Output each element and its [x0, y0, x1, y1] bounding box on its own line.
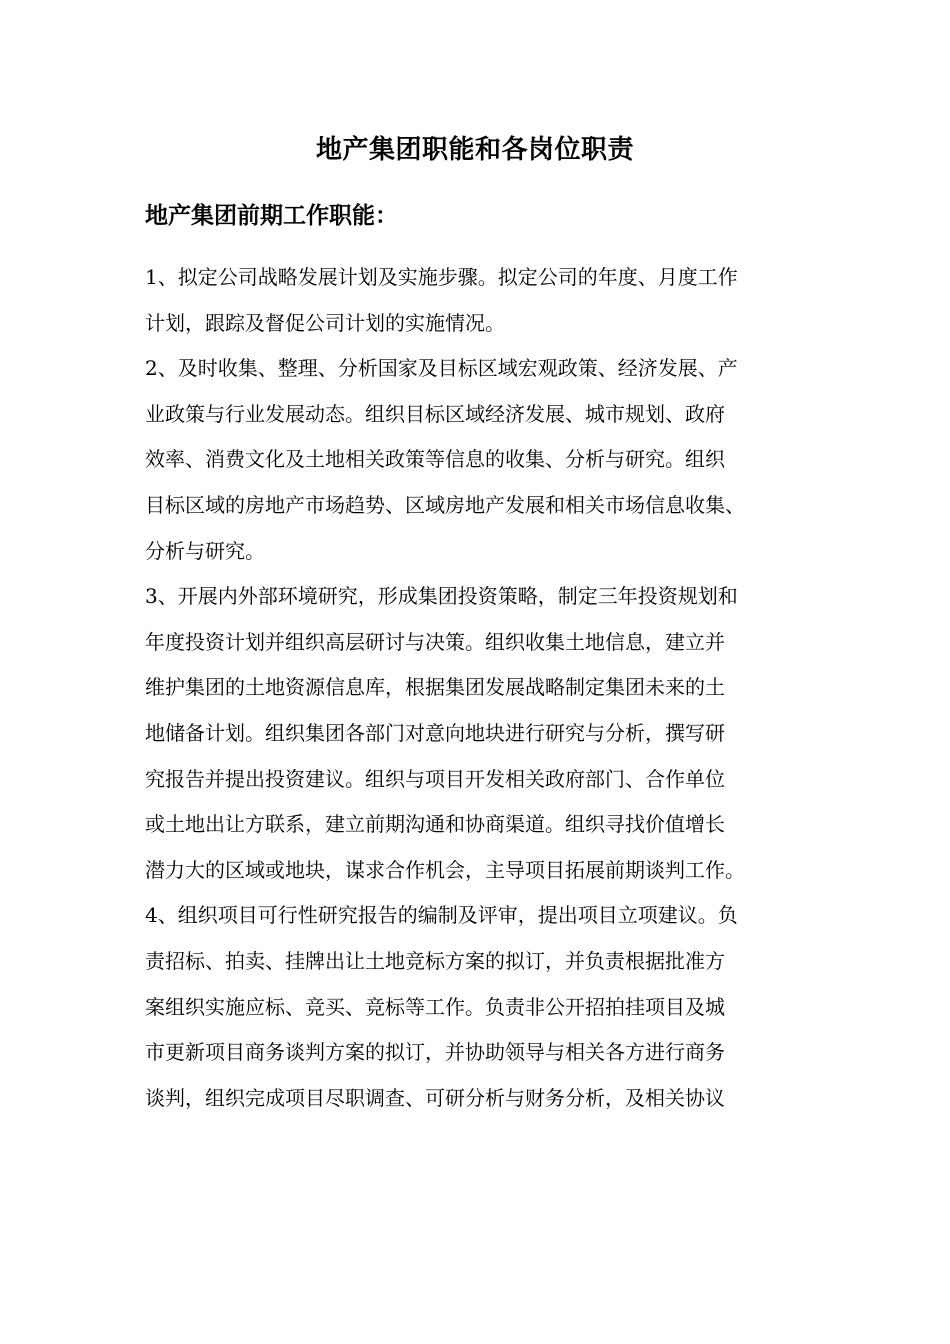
text-line: 地储备计划。组织集团各部门对意向地块进行研究与分析，撰写研: [145, 720, 725, 745]
text-line: 2、及时收集、整理、分析国家及目标区域宏观政策、经济发展、产: [145, 356, 738, 381]
text-line: 4、组织项目可行性研究报告的编制及评审，提出项目立项建议。负: [145, 903, 738, 928]
text-line: 责招标、拍卖、挂牌出让土地竞标方案的拟订，并负责根据批准方: [145, 948, 725, 973]
text-line: 3、开展内外部环境研究，形成集团投资策略，制定三年投资规划和: [145, 584, 738, 609]
text-line: 年度投资计划并组织高层研讨与决策。组织收集土地信息，建立并: [145, 629, 725, 654]
text-line: 市更新项目商务谈判方案的拟订，并协助领导与相关各方进行商务: [145, 1040, 725, 1065]
text-line: 计划，跟踪及督促公司计划的实施情况。: [145, 310, 505, 335]
document-body: [145, 255, 805, 1121]
text-line: 目标区域的房地产市场趋势、区域房地产发展和相关市场信息收集、: [145, 492, 745, 517]
text-line: 或土地出让方联系，建立前期沟通和协商渠道。组织寻找价值增长: [145, 812, 725, 837]
text-line: 业政策与行业发展动态。组织目标区域经济发展、城市规划、政府: [145, 401, 725, 426]
text-line: 案组织实施应标、竞买、竞标等工作。负责非公开招拍挂项目及城: [145, 994, 725, 1019]
section-heading: 地产集团前期工作职能：: [145, 203, 398, 229]
text-line: 1、拟定公司战略发展计划及实施步骤。拟定公司的年度、月度工作: [145, 265, 738, 289]
text-line: 潜力大的区域或地块，谋求合作机会，主导项目拓展前期谈判工作。: [145, 857, 745, 882]
text-line: 效率、消费文化及土地相关政策等信息的收集、分析与研究。组织: [145, 447, 725, 472]
text-line: 究报告并提出投资建议。组织与项目开发相关政府部门、合作单位: [145, 766, 725, 791]
text-line: 维护集团的土地资源信息库，根据集团发展战略制定集团未来的土: [145, 675, 725, 700]
text-line: 谈判，组织完成项目尽职调查、可研分析与财务分析，及相关协议: [145, 1085, 725, 1110]
text-line: 分析与研究。: [145, 538, 265, 563]
document-title: 地产集团职能和各岗位职责: [315, 135, 634, 165]
